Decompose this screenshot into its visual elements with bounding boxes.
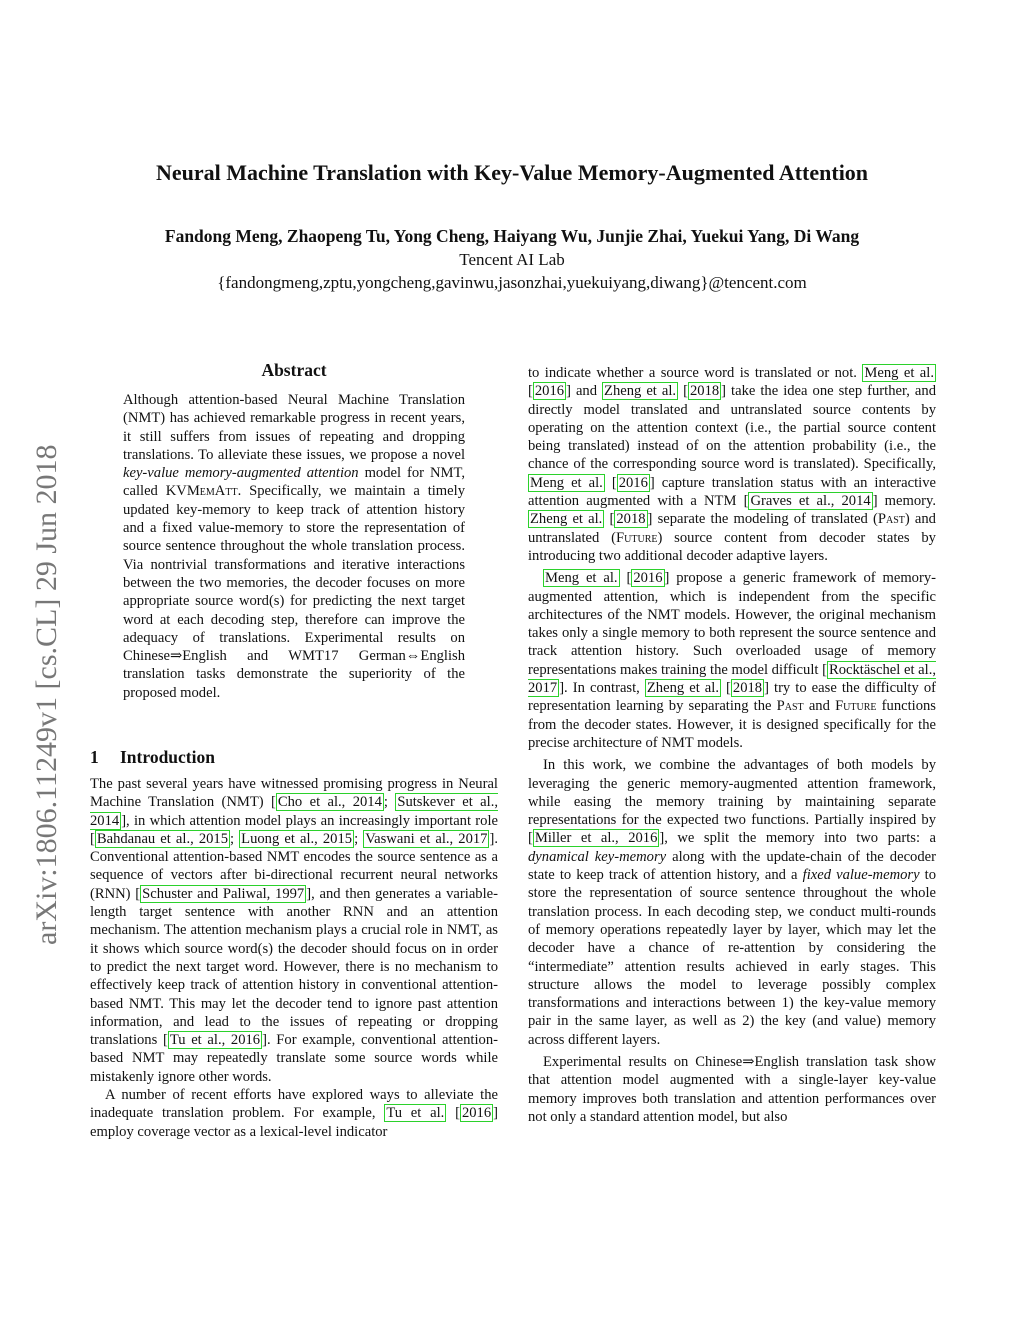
abstract-heading: Abstract <box>261 360 327 380</box>
citation-link[interactable]: Schuster and Paliwal, 1997 <box>142 885 305 902</box>
citation-link[interactable]: Tu et al. <box>386 1105 445 1122</box>
citation-link[interactable]: Zheng et al. <box>530 511 603 528</box>
citation-link[interactable]: 2016 <box>633 570 663 587</box>
right-paragraph-2: Meng et al. [ 2016 ] propose a generic framework of memory-augmented attention, which is independent from the specific architectures of the NMT models. However, the original mechanism takes only a single memory to both represent the source sentence and track attention history. Such overloaded usage of memory representations makes training the model difficult [ Rocktäschel et al., 2017 ]. In contrast, Zheng et al. [ 2018 ] try to ease the difficulty of representation learning by separating the Past and Future functions from the decoder states. However, it is designed specifically for the precise architecture of NMT models. <box>528 570 936 751</box>
citation-link[interactable]: 2018 <box>689 383 720 400</box>
citation-link[interactable]: Zheng et al. <box>646 680 719 697</box>
right-paragraph-4: Experimental results on Chinese⇒English translation task show that attention model augmented with a single-layer key-value memory improves both translation and attention performances over not only a standard attention model, but also <box>528 1053 936 1125</box>
citation-link[interactable]: Meng et al. <box>545 570 618 587</box>
arxiv-stamp: arXiv:1806.11249v1 [cs.CL] 29 Jun 2018 <box>30 444 63 945</box>
citation-link[interactable]: Vaswani et al., 2017 <box>365 830 488 847</box>
left-column <box>90 775 498 1141</box>
right-paragraph-3: In this work, we combine the advantages of both models by leveraging the generic memory-augmented attention framework, while easing the memory training by maintaining separate representations for the expected two functions. Partially inspired by [ Miller et al., 2016 ], we split the memory into two parts: a dynamical key-memory along with the update-chain of the decoder state to keep track of attention history, and a fixed value-memory to store the representation of source sentence throughout the whole translation process. In each decoding step, we conduct multi-rounds of memory operations repeatedly layer by layer, which may let the decoder have a chance of re-attention by considering the “intermediate” attention results achieved in early stages. This structure allows the model to leverage possibly complex transformations and interactions between 1) the key-value memory pair in the same layer, as well as 2) the key (and value) memory across different layers. <box>528 757 937 1048</box>
abstract-body: Although attention-based Neural Machine Translation (NMT) has achieved remarkable progress in recent years, it still suffers from issues of repeating and dropping translations. To alleviate these issues, we propose a novel key-value memory-augmented attention model for NMT, called KVMemAtt. Specifically, we maintain a timely updated key-memory to keep track of attention history and a fixed value-memory to store the representation of source sentence throughout the whole translation process. Via nontrivial transformations and iterative interactions between the two memories, the decoder focuses on more appropriate source word(s) for predicting the next target word at each decoding step, therefore can improve the adequacy of translations. Experimental results on Chinese⇒English and WMT17 German⇔English translation tasks demonstrate the superiority of the proposed model. <box>123 392 465 701</box>
citation-link[interactable]: 2016 <box>618 474 648 491</box>
citation-link[interactable]: Zheng et al. <box>604 383 677 400</box>
intro-paragraph-2: A number of recent efforts have explored ways to alleviate the inadequate translation problem. For example, Tu et al. [ 2016 ] employ coverage vector as a lexical-level indicator <box>90 1087 498 1140</box>
citation-link[interactable]: Graves et al., 2014 <box>750 493 871 510</box>
citation-link[interactable]: 2018 <box>732 680 763 697</box>
right-paragraph-1: to indicate whether a source word is translated or not. Meng et al. [ 2016 ] and Zheng et al. [ 2018 ] take the idea one step further, and directly model translated and untranslated source contents by operating on the attention context (i.e., the partial source content being translated) instead of on the attention probability (i.e., the chance of the corresponding source word is translated). Specifically, Meng et al. [ 2016 ] capture translation status with an interactive attention augmented with a NTM [ Graves et al., 2014 ] memory. Zheng et al. [ 2018 ] separate the modeling of translated (Past) and untranslated (Future) source content from decoder states by introducing two additional decoder adaptive layers. <box>528 365 937 564</box>
email-list: {fandongmeng,zptu,yongcheng,gavinwu,jasonzhai,yuekuiyang,diwang}@tencent.com <box>217 273 807 292</box>
citation-link[interactable]: Meng et al. <box>530 474 603 491</box>
citation-link[interactable]: Miller et al., 2016 <box>534 830 658 847</box>
right-column <box>528 364 936 1126</box>
citation-link[interactable]: Rocktäschel et al., 2017 <box>528 661 936 697</box>
paper-title: Neural Machine Translation with Key-Value Memory-Augmented Attention <box>155 160 869 185</box>
citation-link[interactable]: Cho et al., 2014 <box>277 794 382 811</box>
section-heading-introduction: 1 Introduction <box>90 747 215 767</box>
author-list: Fandong Meng, Zhaopeng Tu, Yong Cheng, Haiyang Wu, Junjie Zhai, Yuekui Yang, Di Wang <box>164 226 860 246</box>
citation-link[interactable]: 2016 <box>534 383 565 400</box>
citation-link[interactable]: Bahdanau et al., 2015 <box>96 830 229 847</box>
affiliation: Tencent AI Lab <box>459 250 565 269</box>
citation-link[interactable]: Meng et al. <box>864 365 934 381</box>
citation-link[interactable]: 2016 <box>461 1105 492 1122</box>
citation-link[interactable]: Luong et al., 2015 <box>241 830 353 847</box>
citation-link[interactable]: 2018 <box>616 511 646 528</box>
citation-link[interactable]: Sutskever et al., 2014 <box>90 794 499 829</box>
citation-link[interactable]: Tu et al., 2016 <box>169 1032 261 1049</box>
intro-paragraph-1: The past several years have witnessed promising progress in Neural Machine Translation (NMT) [ Cho et al., 2014 ; Sutskever et al., 2014 ], in which attention model plays an increasingly important role [ Bahdanau et al., 2015 ; Luong et al., 2015 ; Vaswani et al., 2017 ]. Conventional attention-based NMT encodes the source sentence as a sequence of vectors after bi-directional recurrent neural networks (RNN) [ Schuster and Paliwal, 1997 ], and then generates a variable-length target sentence with another RNN and an attention mechanism. The attention mechanism plays a crucial role in NMT, as it shows which source word(s) the decoder should focus on in order to predict the next target word. However, there is no mechanism to effectively keep track of attention history in conventional attention-based NMT. This may let the decoder tend to ignore past attention information, and lead to the issues of repeating or dropping translations [ Tu et al., 2016 ]. For example, conventional attention-based NMT may repeatedly translate some source words while mistakenly ignore other words. <box>90 776 499 1085</box>
